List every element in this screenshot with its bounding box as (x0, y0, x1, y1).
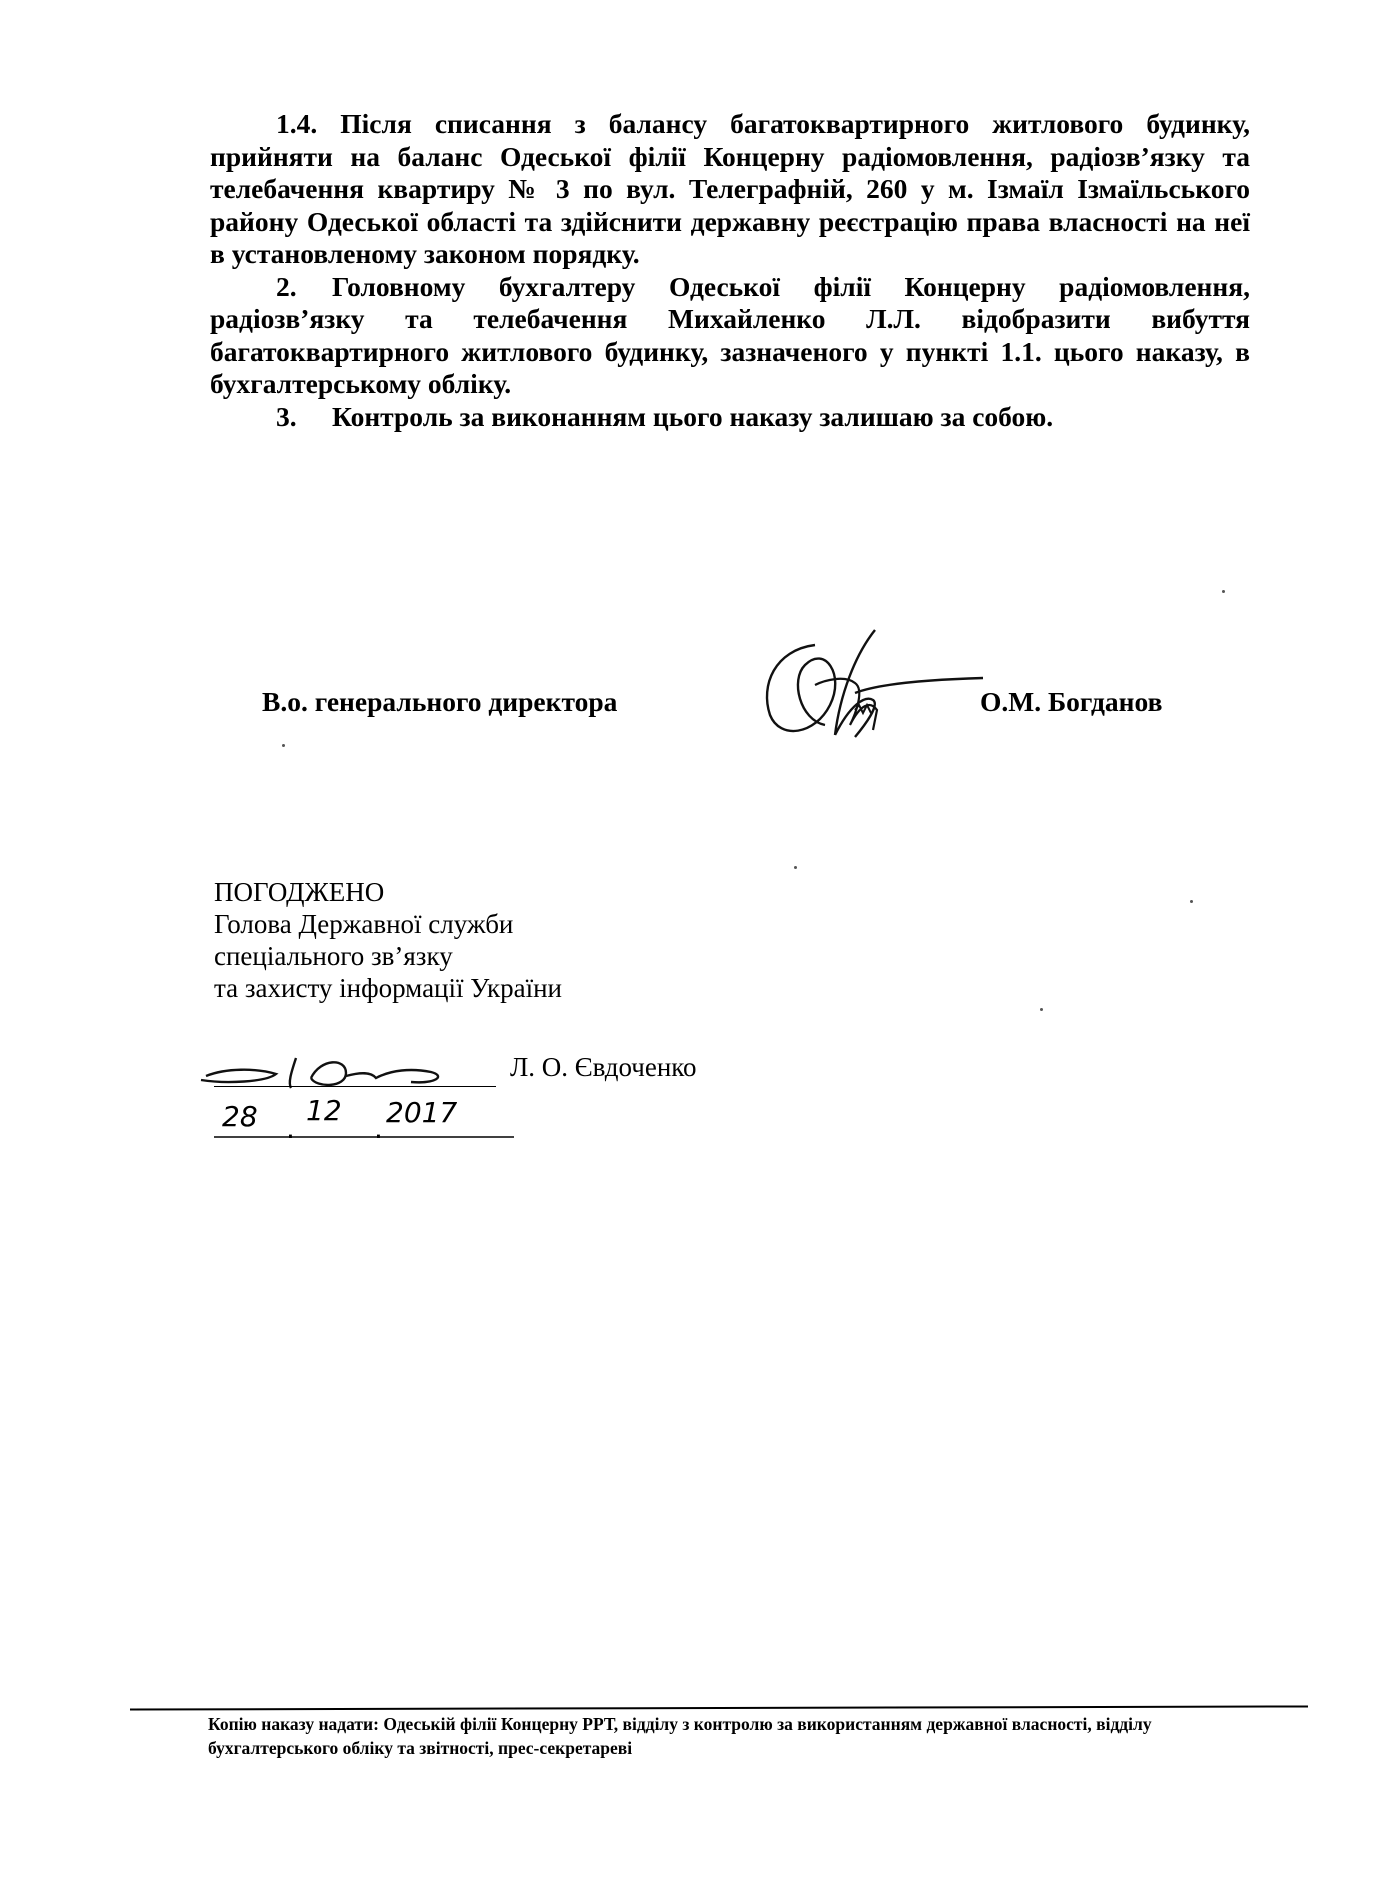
date-separator-1: . (286, 1112, 295, 1145)
scan-speck (794, 866, 797, 869)
agreement-position-line-3: та захисту інформації України (214, 973, 563, 1003)
footer-note: Копію наказу надати: Одеській філії Концерну РРТ, відділу з контролю за використанням державної власності, відділу бухгалтерського обліку та звітності, прес-секретареві (208, 1714, 1152, 1758)
date-month: 12 (306, 1094, 342, 1127)
director-signature (755, 625, 985, 755)
order-body (210, 108, 1250, 433)
signature-block (0, 680, 1400, 780)
date-underline (214, 1134, 514, 1140)
paragraph-2-number: 2. (276, 270, 297, 302)
date-day: 28 (222, 1100, 258, 1133)
scan-speck (1190, 900, 1193, 903)
agreement-heading: ПОГОДЖЕНО (214, 877, 385, 907)
footer-rule (130, 1705, 1308, 1710)
paragraph-2-text: Головному бухгалтеру Одеської філії Концерну радіомовлення, радіозв’язку та телебачення Михайленко Л.Л. відобразити вибуття багатоквартирного житлового будинку, зазначеного у пункті 1.1. цього наказу, в бухгалтерському обліку. (210, 270, 1250, 399)
agreement-signature (196, 1048, 476, 1098)
paragraph-3 (210, 401, 1250, 434)
paragraph-3-number: 3. (276, 400, 297, 432)
scan-speck (1222, 590, 1225, 593)
paragraph-1-4: 1.4. Після списання з балансу багатоквартирного житлового будинку, прийняти на баланс Одеської філії Концерну радіомовлення, радіозв’язку та телебачення квартиру № 3 по вул. Телеграфній, 260 у м. Ізмаїл Ізмаїльського району Одеської області та здійснити державну реєстрацію права власності на неї в установленому законом порядку. (210, 108, 1250, 269)
agreement-signature-line (214, 1086, 496, 1087)
signatory-title: В.о. генерального директора (262, 686, 618, 717)
agreement-date (214, 1094, 514, 1145)
date-separator-2: . (374, 1112, 383, 1145)
scan-speck (1040, 1008, 1043, 1011)
paragraph-2 (210, 271, 1250, 401)
signatory-name: О.М. Богданов (980, 686, 1163, 717)
agreement-position-line-2: спеціального зв’язку (214, 941, 453, 971)
agreement-signer-name: Л. О. Євдоченко (510, 1052, 697, 1082)
agreement-position-line-1: Голова Державної служби (214, 909, 514, 939)
scan-speck (282, 744, 285, 747)
date-year: 2017 (386, 1096, 458, 1129)
paragraph-3-text: Контроль за виконанням цього наказу залишаю за собою. (332, 400, 1054, 432)
agreement-block (214, 876, 562, 1004)
